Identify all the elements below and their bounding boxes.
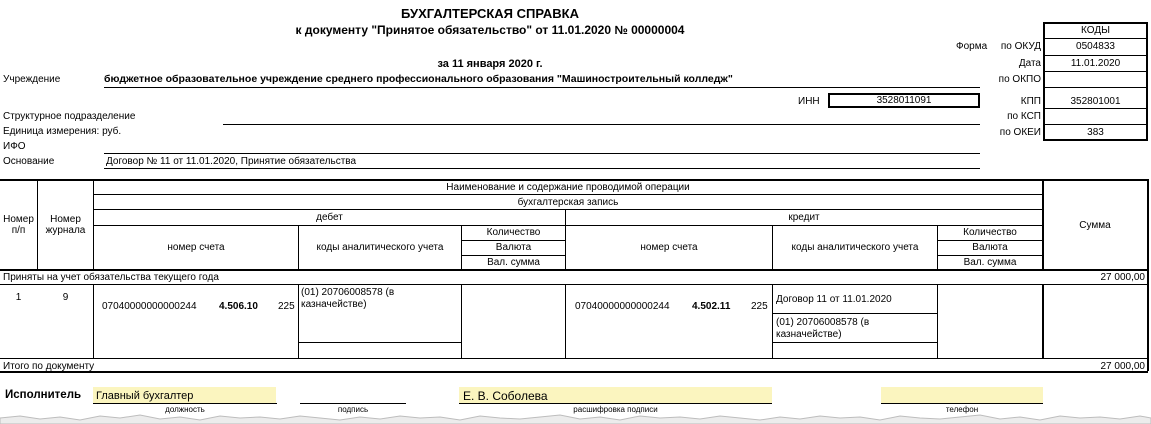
debit-account: 07040000000000244	[102, 301, 197, 312]
kpp-value: 352801001	[1070, 96, 1121, 107]
document-subtitle: к документу "Принятое обязательство" от 11.01.2020 № 00000004	[295, 23, 685, 37]
unit-label: Единица измерения: руб.	[3, 126, 122, 137]
group-sum: 27 000,00	[1100, 272, 1145, 283]
executor-label: Исполнитель	[5, 389, 82, 401]
credit-header: кредит	[788, 212, 820, 223]
position-value: Главный бухгалтер	[96, 390, 194, 402]
credit-kosgu: 225	[751, 301, 768, 312]
okud-value: 0504833	[1076, 41, 1115, 52]
credit-account: 07040000000000244	[575, 301, 670, 312]
inn-label: ИНН	[798, 96, 820, 107]
group-label: Приняты на учет обязательства текущего года	[3, 272, 219, 283]
codes-heading: КОДЫ	[1081, 25, 1110, 36]
institution-label: Учреждение	[3, 74, 61, 85]
phone-caption: телефон	[945, 405, 979, 414]
name-value: Е. В. Соболева	[463, 389, 548, 403]
credit-analytics-account: (01) 20706008578 (в казначействе)	[776, 317, 870, 340]
credit-analytics-header: коды аналитического учета	[791, 242, 919, 253]
debit-analytics-header: коды аналитического учета	[316, 242, 444, 253]
credit-analytics-contract: Договор 11 от 11.01.2020	[776, 294, 892, 305]
okud-label: по ОКУД	[1000, 41, 1041, 52]
phone-field[interactable]	[881, 387, 1043, 403]
okei-label: по ОКЕИ	[999, 127, 1041, 138]
date-label: Дата	[1018, 58, 1041, 69]
credit-currency-header: Валюта	[972, 242, 1008, 253]
debit-cursum-header: Вал. сумма	[487, 256, 540, 268]
row-number: 1	[15, 292, 22, 303]
debit-currency-header: Валюта	[495, 242, 532, 253]
debit-quantity-header: Количество	[486, 227, 541, 238]
entry-header: бухгалтерская запись	[517, 196, 619, 208]
forma-label: Форма	[956, 41, 988, 52]
document-title: БУХГАЛТЕРСКАЯ СПРАВКА	[401, 6, 579, 21]
position-caption: должность	[165, 405, 205, 414]
division-label: Структурное подразделение	[3, 111, 136, 122]
okpo-label: по ОКПО	[998, 74, 1041, 85]
ksp-label: по КСП	[1007, 111, 1041, 122]
credit-subaccount: 4.502.11	[692, 301, 731, 312]
col-number: Номер п/п	[3, 214, 34, 236]
total-label: Итого по документу	[3, 361, 95, 372]
credit-cursum-header: Вал. сумма	[963, 256, 1017, 268]
op-header: Наименование и содержание проводимой операции	[446, 181, 690, 193]
kpp-label: КПП	[1020, 96, 1041, 107]
debit-subaccount: 4.506.10	[219, 301, 258, 312]
name-caption: расшифровка подписи	[573, 405, 658, 414]
row-journal: 9	[62, 292, 69, 303]
signature-caption: подпись	[337, 405, 369, 414]
date-line: за 11 января 2020 г.	[437, 58, 543, 70]
debit-header: дебет	[316, 212, 343, 223]
torn-edge-decoration	[0, 412, 1151, 424]
credit-account-header: номер счета	[640, 242, 698, 253]
okei-value: 383	[1087, 127, 1104, 138]
col-journal: Номер журнала	[45, 214, 86, 236]
date-value: 11.01.2020	[1070, 58, 1121, 69]
ifo-label: ИФО	[3, 141, 26, 152]
credit-quantity-header: Количество	[963, 227, 1017, 238]
total-sum: 27 000,00	[1100, 361, 1145, 372]
institution-name: бюджетное образовательное учреждение среднего профессионального образования "Машиностроительный колледж"	[104, 73, 733, 85]
basis-value: Договор № 11 от 11.01.2020, Принятие обязательства	[106, 156, 357, 167]
debit-account-header: номер счета	[167, 242, 225, 253]
inn-field: 3528011091	[828, 93, 980, 108]
debit-analytics: (01) 20706008578 (в казначействе)	[301, 287, 395, 310]
debit-kosgu: 225	[278, 301, 295, 312]
col-sum: Сумма	[1079, 219, 1111, 231]
basis-label: Основание	[3, 156, 55, 167]
